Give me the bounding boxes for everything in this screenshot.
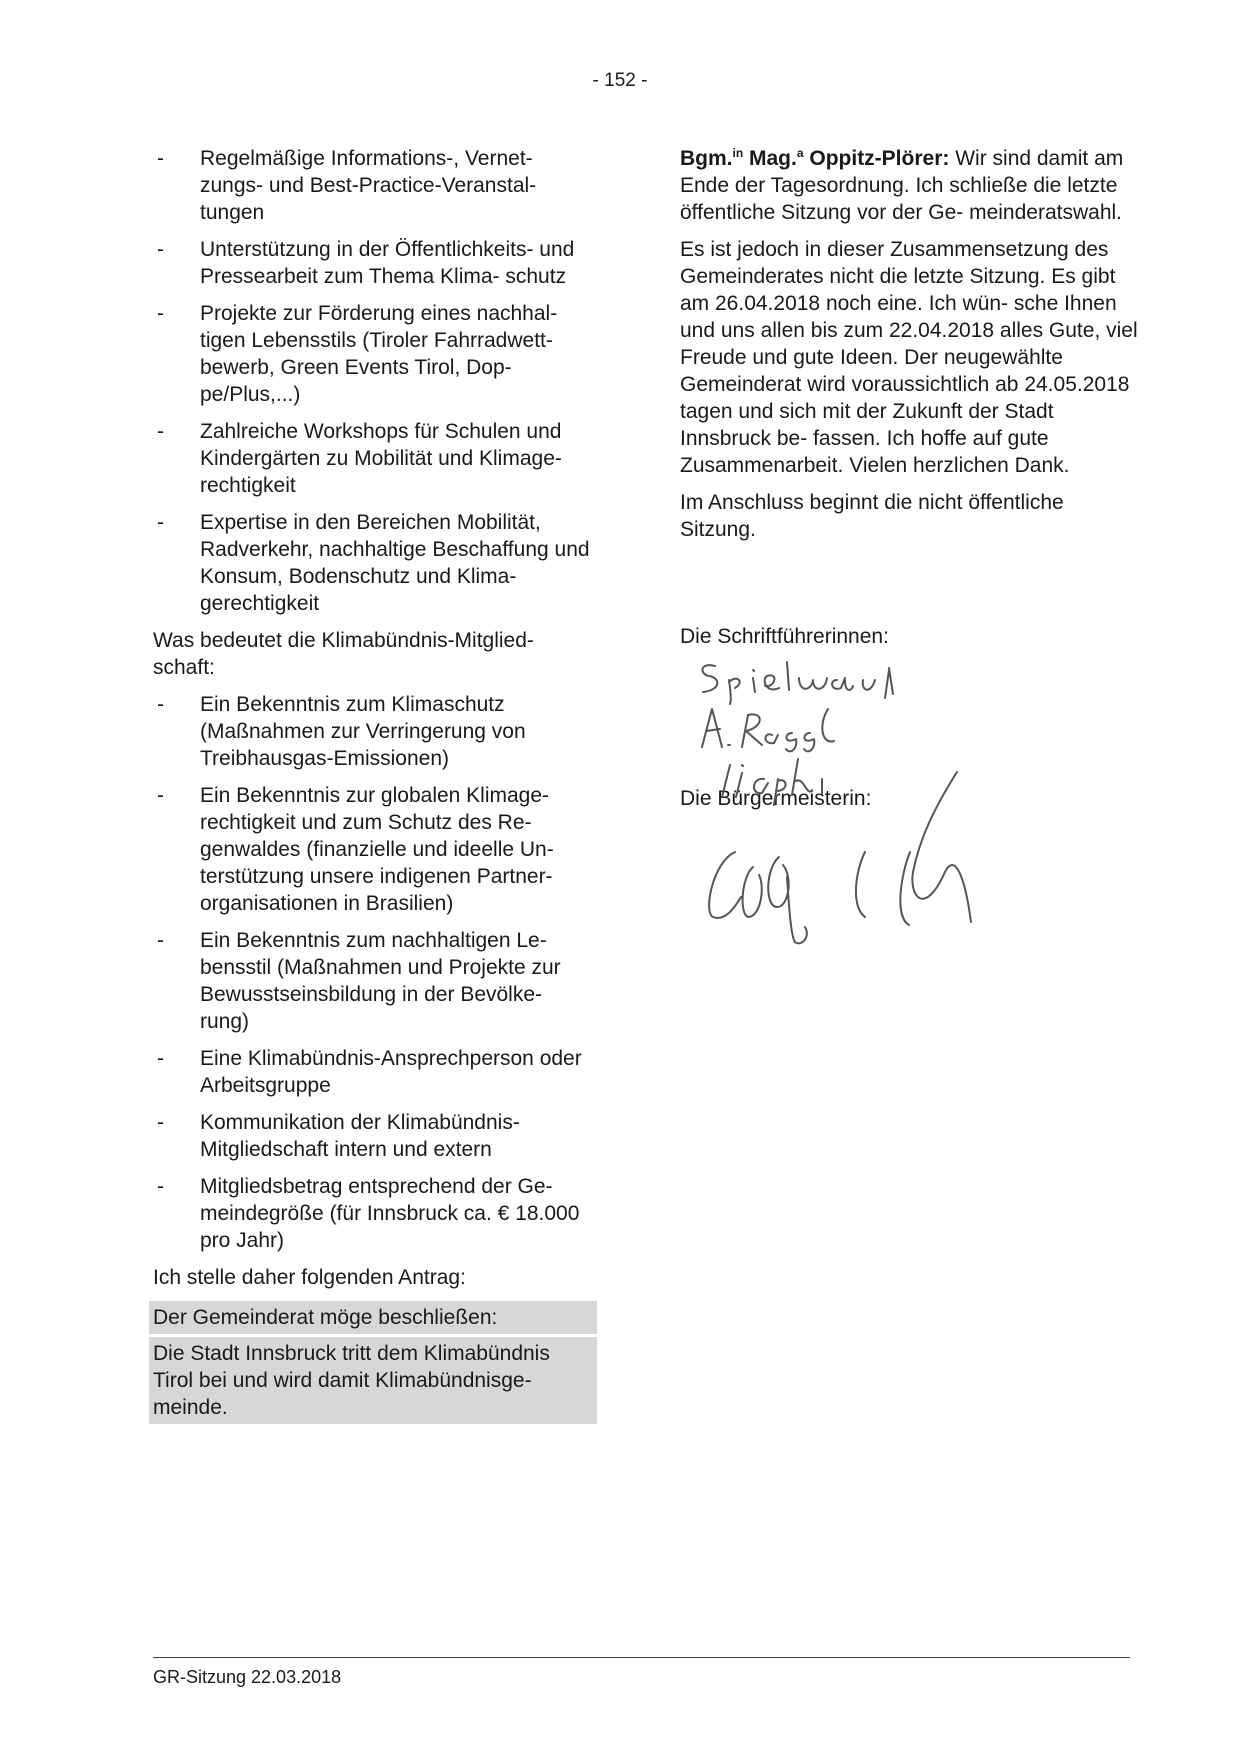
- signature-raggl: [700, 705, 900, 755]
- speaker-name: Bgm.$^{in}$ Mag.$^a$ Oppitz-Plörer:: [680, 146, 950, 170]
- dash-marker: -: [157, 784, 164, 807]
- dash-marker: -: [157, 1175, 164, 1198]
- membership-list: [153, 691, 593, 1254]
- dash-marker: -: [157, 302, 164, 325]
- list-item: - Ein Bekenntnis zur globalen Klimage- rechtigkeit und zum Schutz des Re- genwaldes (finanzielle und ideelle Un- terstützung unsere indigenen Partner- organisationen in Brasilien): [157, 784, 554, 915]
- left-column: [153, 145, 593, 1424]
- list-item: - Kommunikation der Klimabündnis- Mitgliedschaft intern und extern: [157, 1111, 520, 1161]
- dash-marker: -: [157, 1111, 164, 1134]
- intro-list: [153, 145, 593, 617]
- list-item: - Zahlreiche Workshops für Schulen und Kindergärten zu Mobilität und Klimage- rechtigkeit: [157, 420, 562, 497]
- motion-intro: Ich stelle daher folgenden Antrag:: [153, 1266, 466, 1289]
- mayor-signature-area: [680, 812, 1140, 972]
- signature-mayor: [695, 757, 975, 957]
- list-item: - Regelmäßige Informations-, Vernet- zungs- und Best-Practice-Veranstal- tungen: [157, 147, 537, 224]
- mayor-label: Die Bürgermeisterin:: [680, 787, 872, 810]
- dash-marker: -: [157, 147, 164, 170]
- motion-text: Die Stadt Innsbruck tritt dem Klimabündnis Tirol bei und wird damit Klimabündnisge- meinde.: [149, 1337, 597, 1424]
- list-item: - Expertise in den Bereichen Mobilität, Radverkehr, nachhaltige Beschaffung und Konsum, Bodenschutz und Klima- gerechtigkeit: [157, 511, 590, 615]
- footer-divider: [153, 1657, 1130, 1658]
- secretaries-label: Die Schriftführerinnen:: [680, 625, 889, 648]
- motion-heading: Der Gemeinderat möge beschließen:: [149, 1301, 597, 1334]
- list-item: - Ein Bekenntnis zum Klimaschutz (Maßnahmen zur Verringerung von Treibhausgas-Emissionen): [157, 693, 526, 770]
- list-item: - Mitgliedsbetrag entsprechend der Ge- meindegröße (für Innsbruck ca. € 18.000 pro Jahr): [157, 1175, 580, 1252]
- dash-marker: -: [157, 238, 164, 261]
- dash-marker: -: [157, 929, 164, 952]
- list-item: - Unterstützung in der Öffentlichkeits- und Pressearbeit zum Thema Klima- schutz: [157, 238, 575, 288]
- dash-marker: -: [157, 693, 164, 716]
- membership-question: Was bedeutet die Klimabündnis-Mitglied- schaft:: [153, 629, 534, 679]
- page-number: - 152 -: [592, 70, 648, 91]
- speech-paragraph: Es ist jedoch in dieser Zusammensetzung des Gemeinderates nicht die letzte Sitzung. Es gibt am 26.04.2018 noch eine. Ich wün- sche Ihnen und uns allen bis zum 22.04.2018 alles Gute, viel Freude und gute Ideen. Der neugewählte Gemeinderat wird voraussichtlich ab 24.05.2018 tagen und sich mit der Zukunft der Stadt Innsbruck be- fassen. Ich hoffe auf gute Zusammenarbeit. Vielen herzlichen Dank.: [680, 238, 1138, 477]
- dash-marker: -: [157, 1047, 164, 1070]
- speech-paragraph: Im Anschluss beginnt die nicht öffentliche Sitzung.: [680, 491, 1064, 541]
- mayor-statement: Bgm.$^{in}$ Mag.$^a$ Oppitz-Plörer: Wir sind damit am Ende der Tagesordnung. Ich schließe die letzte öffentliche Sitzung vor der Ge- meinderatswahl.: [680, 146, 1124, 224]
- footer-text: GR-Sitzung 22.03.2018: [153, 1667, 342, 1687]
- signature-spielmann: [695, 658, 955, 703]
- list-item: - Eine Klimabündnis-Ansprechperson oder Arbeitsgruppe: [157, 1047, 582, 1097]
- list-item: - Ein Bekenntnis zum nachhaltigen Le- bensstil (Maßnahmen und Projekte zur Bewusstseinsbildung in der Bevölke- rung): [157, 929, 561, 1033]
- dash-marker: -: [157, 420, 164, 443]
- dash-marker: -: [157, 511, 164, 534]
- list-item: - Projekte zur Förderung eines nachhal- tigen Lebensstils (Tiroler Fahrradwett- bewerb, Green Events Tirol, Dop- pe/Plus,...): [157, 302, 558, 406]
- right-column: [680, 145, 1140, 972]
